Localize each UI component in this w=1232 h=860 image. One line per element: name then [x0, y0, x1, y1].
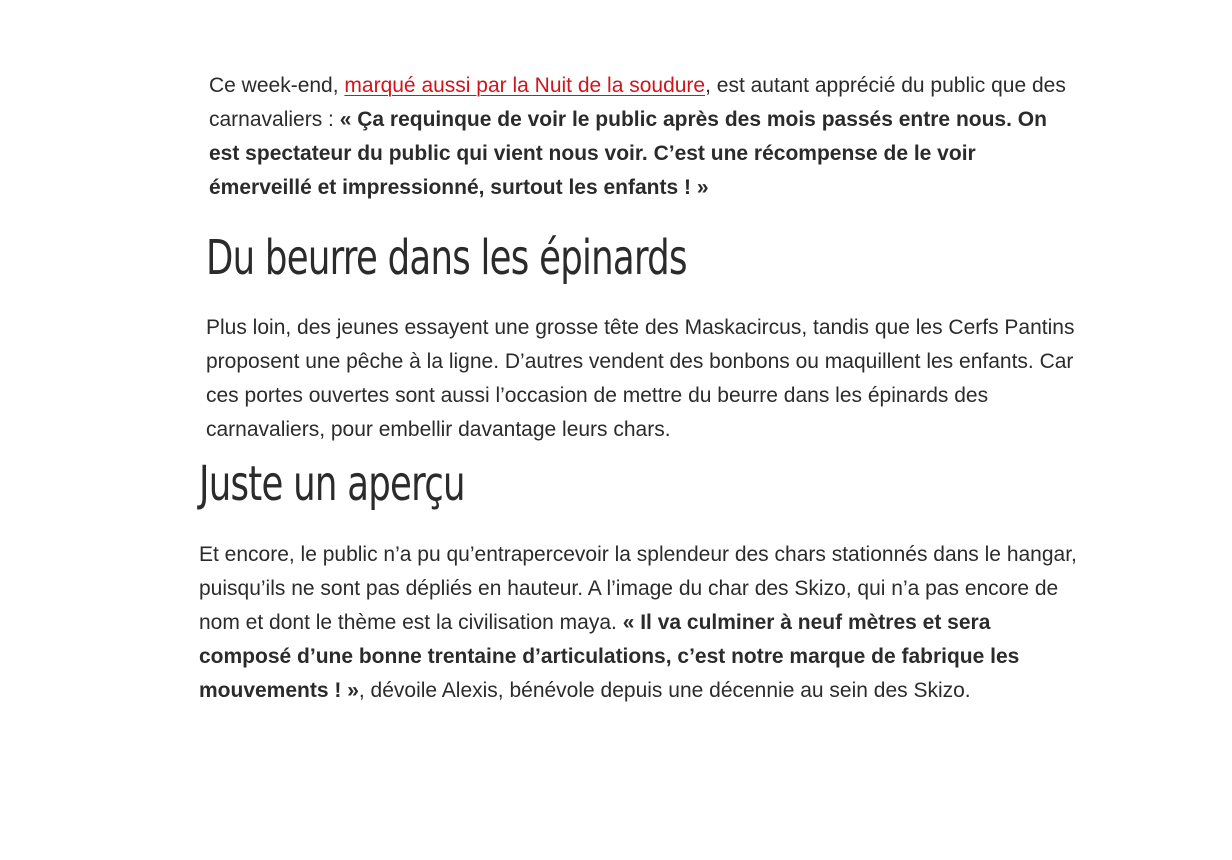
paragraph-week-end	[209, 69, 1079, 205]
paragraph-text: , est autant apprécié du public que des carnavaliers :	[209, 74, 1066, 131]
quote-text: « Il va culminer à neuf mètres et sera composé d’une bonne trentaine d’articulations, c’est notre marque de fabrique les mouvements ! »	[199, 611, 1020, 702]
paragraph-text: Ce week-end,	[209, 74, 345, 97]
section-heading-apercu: Juste un aperçu	[199, 456, 465, 512]
nuit-de-la-soudure-link[interactable]: marqué aussi par la Nuit de la soudure	[344, 74, 706, 97]
paragraph-text: , dévoile Alexis, bénévole depuis une décennie au sein des Skizo.	[358, 679, 971, 702]
paragraph-plus-loin: Plus loin, des jeunes essayent une grosse tête des Maskacircus, tandis que les Cerfs Pantins proposent une pêche à la ligne. D’autres vendent des bonbons ou maquillent les enfants. Car ces portes ouvertes sont aussi l’occasion de mettre du beurre dans les épinards des carnavaliers, pour embellir davantage leurs chars.	[206, 316, 1075, 441]
quote-text: « Ça requinque de voir le public après des mois passés entre nous. On est spectateur du public qui vient nous voir. C’est une récompense de le voir émerveillé et impressionné, surtout les enfants ! »	[209, 108, 1047, 199]
paragraph-text: Et encore, le public n’a pu qu’entrapercevoir la splendeur des chars stationnés dans le hangar, puisqu’ils ne sont pas dépliés en hauteur. A l’image du char des Skizo, qui n’a pas encore de nom et dont le thème est la civilisation maya.	[199, 543, 1077, 634]
paragraph-et-encore	[199, 538, 1079, 708]
section-heading-beurre: Du beurre dans les épinards	[206, 230, 687, 286]
